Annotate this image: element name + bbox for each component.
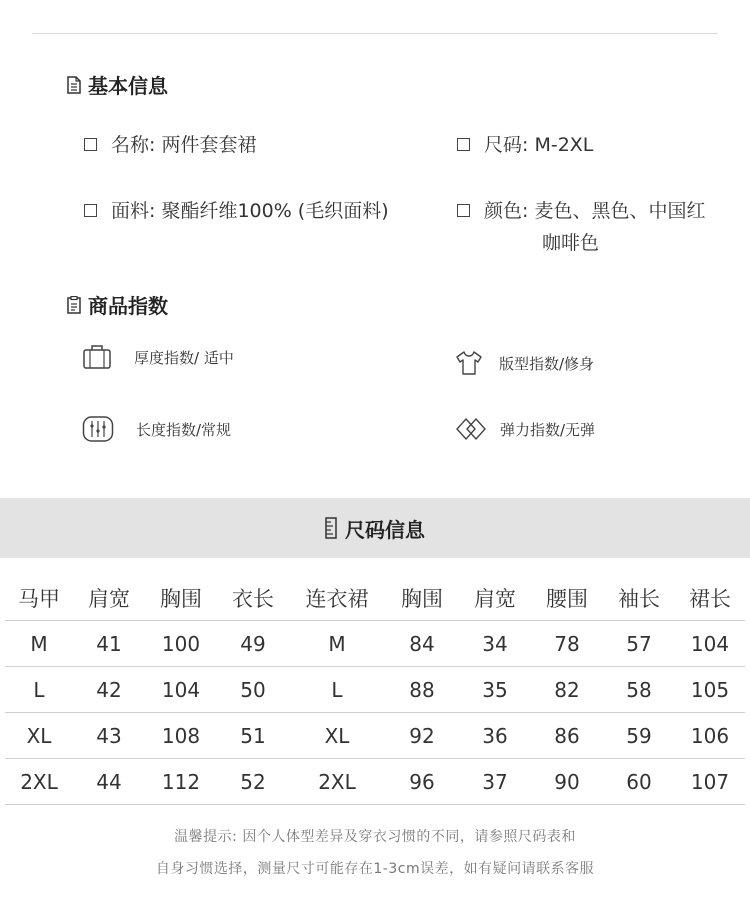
table-cell: 34	[459, 621, 531, 667]
table-header-cell: 胸围	[145, 576, 217, 621]
top-divider	[32, 33, 718, 34]
table-cell: 104	[675, 621, 745, 667]
table-cell: 78	[531, 621, 603, 667]
table-cell: L	[5, 667, 73, 713]
document-icon	[66, 76, 82, 94]
table-cell: 57	[603, 621, 675, 667]
product-index-title	[66, 290, 168, 319]
index-length: 长度指数/常规	[82, 415, 231, 443]
table-header-cell: 马甲	[5, 576, 73, 621]
size-info-banner	[0, 498, 750, 558]
table-header-cell: 腰围	[531, 576, 603, 621]
table-cell: 2XL	[289, 759, 385, 805]
table-cell: M	[289, 621, 385, 667]
info-color: 颜色: 麦色、黑色、中国红 咖啡色	[457, 195, 705, 259]
table-row	[5, 713, 745, 759]
table-cell: L	[289, 667, 385, 713]
table-header-row	[5, 576, 745, 621]
table-cell: 104	[145, 667, 217, 713]
table-cell: 44	[73, 759, 145, 805]
note-line-1: 温馨提示: 因个人体型差异及穿衣习惯的不同，请参照尺码表和	[174, 829, 576, 845]
checkbox-icon	[457, 204, 470, 217]
size-info-title: 尺码信息	[345, 517, 425, 542]
tshirt-icon	[455, 350, 483, 376]
checkbox-icon	[84, 204, 97, 217]
table-cell: 49	[217, 621, 289, 667]
table-cell: 52	[217, 759, 289, 805]
table-cell: 96	[385, 759, 459, 805]
table-cell: 50	[217, 667, 289, 713]
table-header-cell: 胸围	[385, 576, 459, 621]
table-cell: 42	[73, 667, 145, 713]
table-header-cell: 袖长	[603, 576, 675, 621]
table-cell: 2XL	[5, 759, 73, 805]
table-cell: 106	[675, 713, 745, 759]
table-header-cell: 肩宽	[459, 576, 531, 621]
table-cell: 88	[385, 667, 459, 713]
index-fit: 版型指数/修身	[455, 350, 594, 376]
table-cell: 84	[385, 621, 459, 667]
info-name: 名称: 两件套套裙	[84, 129, 256, 161]
table-cell: 41	[73, 621, 145, 667]
table-cell: XL	[289, 713, 385, 759]
table-cell: 100	[145, 621, 217, 667]
table-cell: 108	[145, 713, 217, 759]
table-cell: XL	[5, 713, 73, 759]
info-size: 尺码: M-2XL	[457, 129, 593, 161]
ruler-icon	[325, 517, 337, 539]
info-fabric: 面料: 聚酯纤维100% (毛织面料)	[84, 195, 389, 227]
size-table	[5, 576, 745, 805]
checkbox-icon	[84, 138, 97, 151]
checkbox-icon	[457, 138, 470, 151]
table-cell: 92	[385, 713, 459, 759]
index-thickness: 厚度指数/ 适中	[82, 344, 234, 370]
table-cell: 107	[675, 759, 745, 805]
index-elasticity: 弹力指数/无弹	[456, 416, 595, 442]
table-cell: 90	[531, 759, 603, 805]
table-cell: 59	[603, 713, 675, 759]
table-cell: 35	[459, 667, 531, 713]
table-header-cell: 衣长	[217, 576, 289, 621]
table-cell: 105	[675, 667, 745, 713]
product-index-title-text: 商品指数	[88, 294, 168, 318]
table-cell: 43	[73, 713, 145, 759]
table-cell: 82	[531, 667, 603, 713]
table-header-cell: 肩宽	[73, 576, 145, 621]
table-cell: 51	[217, 713, 289, 759]
length-gauge-icon	[82, 415, 114, 443]
table-cell: 60	[603, 759, 675, 805]
basic-info-title	[66, 70, 168, 99]
table-cell: M	[5, 621, 73, 667]
note-line-2: 自身习惯选择，测量尺寸可能存在1-3cm误差，如有疑问请联系客服	[155, 861, 595, 877]
table-cell: 86	[531, 713, 603, 759]
diamond-icon	[456, 416, 486, 442]
briefcase-icon	[82, 344, 112, 370]
table-header-cell: 连衣裙	[289, 576, 385, 621]
basic-info-title-text: 基本信息	[88, 74, 168, 98]
table-cell: 112	[145, 759, 217, 805]
table-row	[5, 759, 745, 805]
table-cell: 36	[459, 713, 531, 759]
table-header-cell: 裙长	[675, 576, 745, 621]
table-row	[5, 667, 745, 713]
table-cell: 58	[603, 667, 675, 713]
table-cell: 37	[459, 759, 531, 805]
clipboard-icon	[66, 296, 82, 314]
table-row	[5, 621, 745, 667]
